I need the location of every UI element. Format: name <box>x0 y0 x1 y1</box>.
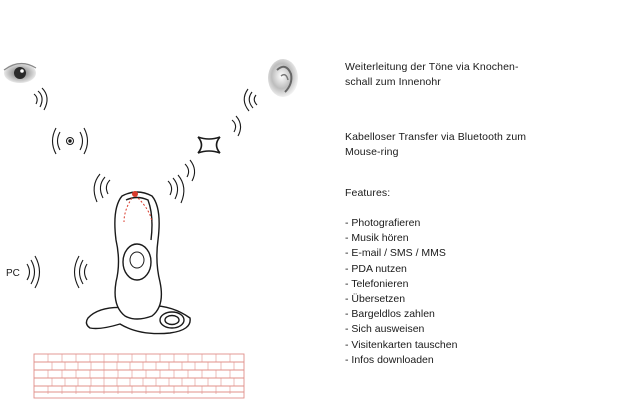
feature-item: - PDA nutzen <box>345 262 407 275</box>
feature-item: - Visitenkarten tauschen <box>345 338 458 351</box>
features-title: Features: <box>345 187 391 199</box>
feature-item: - Infos downloaden <box>345 353 434 366</box>
pc-waves <box>27 256 87 288</box>
target-icon <box>53 128 88 154</box>
sound-waves-ear <box>244 89 257 111</box>
eye-icon <box>4 63 36 83</box>
keyboard-key-columns <box>48 354 234 394</box>
bone-conduction-description: Weiterleitung der Töne via Knochen- schall zum Innenohr <box>345 61 519 88</box>
device-phone <box>86 192 190 334</box>
sound-waves-eye <box>34 88 47 110</box>
bluetooth-description: Kabelloser Transfer via Bluetooth zum Mouse-ring <box>345 131 527 158</box>
ear-icon <box>268 59 298 97</box>
feature-item: - Telefonieren <box>345 277 409 290</box>
projected-keyboard <box>34 354 244 398</box>
feature-item: - Sich ausweisen <box>345 323 425 336</box>
feature-item: - Musik hören <box>345 232 409 245</box>
pc-label: PC <box>6 268 20 279</box>
feature-item: - Übersetzen <box>345 293 406 306</box>
features-list <box>345 216 457 368</box>
feature-item: - Bargeldlos zahlen <box>345 308 435 321</box>
mouse-ring-icon <box>198 116 241 153</box>
feature-item: - E-mail / SMS / MMS <box>345 247 446 260</box>
feature-item: - Photografieren <box>345 217 421 229</box>
